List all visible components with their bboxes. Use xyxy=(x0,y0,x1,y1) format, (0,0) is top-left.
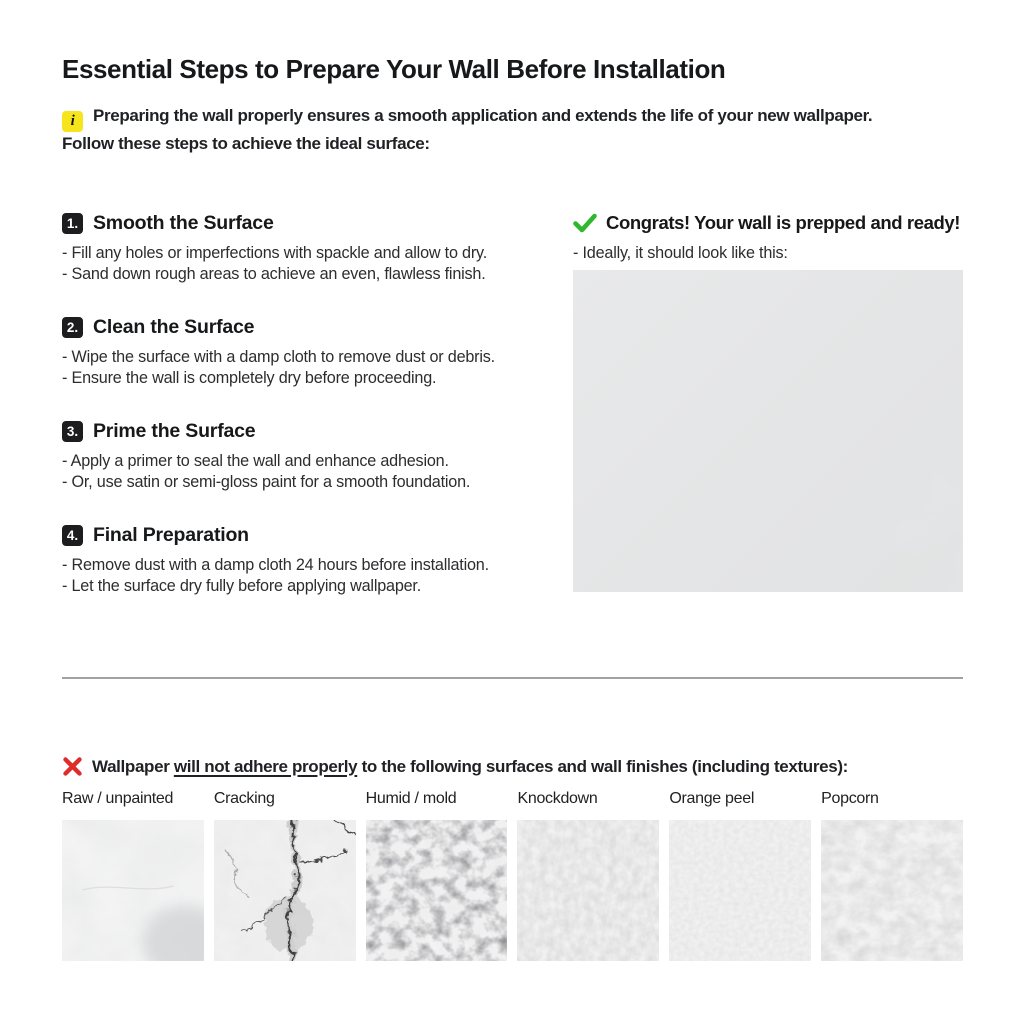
step-2-title: Clean the Surface xyxy=(93,315,255,338)
result-subtitle: - Ideally, it should look like this: xyxy=(573,244,788,262)
step-4-bullet-2: - Let the surface dry fully before applying wallpaper. xyxy=(62,576,422,595)
step-1-heading xyxy=(62,210,562,236)
intro-note xyxy=(62,104,972,156)
texture-humid-mold-image xyxy=(366,820,508,961)
warning-underlined-phrase: will not adhere properly xyxy=(173,756,358,776)
step-2 xyxy=(62,314,562,388)
step-1-bullet-1: - Fill any holes or imperfections with spackle and allow to dry. xyxy=(62,244,488,262)
result-heading xyxy=(573,210,963,236)
result-title: Congrats! Your wall is prepped and ready! xyxy=(606,212,961,233)
step-4-heading xyxy=(62,522,562,548)
intro-line2: Follow these steps to achieve the ideal surface: xyxy=(62,133,430,153)
step-2-bullet-1: - Wipe the surface with a damp cloth to remove dust or debris. xyxy=(62,348,495,366)
section-divider xyxy=(62,677,963,679)
step-3-number-badge: 3. xyxy=(62,421,83,442)
step-3 xyxy=(62,418,562,492)
step-4-title: Final Preparation xyxy=(93,523,249,546)
step-4-bullet-1: - Remove dust with a damp cloth 24 hours before installation. xyxy=(62,556,489,574)
warning-prefix: Wallpaper xyxy=(92,756,174,776)
label-humid-mold: Humid / mold xyxy=(365,790,457,807)
texture-raw-unpainted-image xyxy=(62,820,204,961)
step-3-bullet-2: - Or, use satin or semi-gloss paint for a smooth foundation. xyxy=(62,472,471,491)
prepped-wall-image xyxy=(573,270,963,592)
step-2-heading xyxy=(62,314,562,340)
texture-cracking-image xyxy=(214,820,356,961)
step-1 xyxy=(62,210,562,284)
step-3-heading xyxy=(62,418,562,444)
warning-text xyxy=(92,757,848,777)
label-raw-unpainted: Raw / unpainted xyxy=(62,790,174,807)
step-4 xyxy=(62,522,562,596)
warning-section xyxy=(62,756,963,961)
step-2-number-badge: 2. xyxy=(62,317,83,338)
warning-suffix: to the following surfaces and wall finishes (including textures): xyxy=(357,756,848,776)
step-3-bullet-1: - Apply a primer to seal the wall and enhance adhesion. xyxy=(62,452,449,470)
steps-column xyxy=(62,210,562,626)
step-3-title: Prime the Surface xyxy=(93,419,256,442)
x-icon xyxy=(62,756,83,777)
label-popcorn: Popcorn xyxy=(821,790,879,807)
info-icon: i xyxy=(62,111,83,132)
surface-thumbnails-row xyxy=(62,820,963,961)
step-1-bullet-2: - Sand down rough areas to achieve an even, flawless finish. xyxy=(62,264,486,283)
step-1-number-badge: 1. xyxy=(62,213,83,234)
texture-orange-peel-image xyxy=(669,820,811,961)
check-icon xyxy=(573,213,597,233)
warning-row xyxy=(62,756,963,777)
texture-knockdown-image xyxy=(517,820,659,961)
texture-popcorn-image xyxy=(821,820,963,961)
step-2-bullet-2: - Ensure the wall is completely dry before proceeding. xyxy=(62,368,437,387)
result-column xyxy=(573,210,963,592)
label-knockdown: Knockdown xyxy=(517,790,598,807)
intro-line1: Preparing the wall properly ensures a smooth application and extends the life of your new wallpaper. xyxy=(93,106,873,125)
label-cracking: Cracking xyxy=(213,790,275,807)
step-4-number-badge: 4. xyxy=(62,525,83,546)
surface-labels-row xyxy=(62,790,963,820)
step-1-title: Smooth the Surface xyxy=(93,211,274,234)
label-orange-peel: Orange peel xyxy=(669,790,755,807)
page-title: Essential Steps to Prepare Your Wall Before Installation xyxy=(62,54,726,84)
